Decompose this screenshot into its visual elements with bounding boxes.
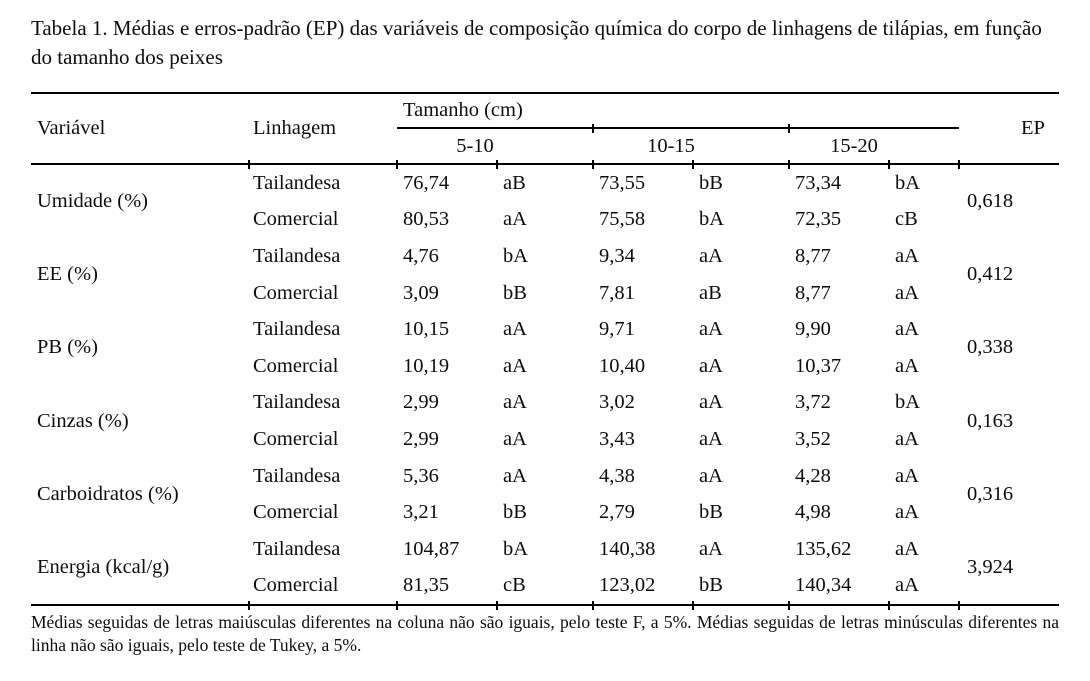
letter-cell: aA — [895, 281, 919, 304]
letter-cell: bA — [503, 244, 529, 267]
letter-cell: aA — [895, 244, 919, 267]
letter-cell: aA — [503, 318, 527, 341]
value-cell: 10,19 — [403, 354, 450, 377]
variable-cell: PB (%) — [37, 336, 98, 359]
value-cell: 73,34 — [789, 164, 889, 202]
letter-cell: aA — [699, 427, 723, 450]
letter-cell: bB — [503, 281, 527, 304]
value-cell: 140,34 — [789, 568, 889, 606]
col-header-ep: EP — [1021, 117, 1045, 139]
value-cell: 3,72 — [795, 391, 831, 414]
header-row-1 — [31, 93, 1059, 128]
value-cell: 9,90 — [795, 318, 831, 341]
value-cell: 104,87 — [403, 537, 460, 560]
value-cell: 10,15 — [403, 318, 450, 341]
value-cell: 81,35 — [397, 568, 497, 606]
letter-cell: aA — [699, 391, 723, 414]
data-table — [31, 92, 1059, 606]
letter-cell: aA — [699, 464, 723, 487]
linhagem-cell: Tailandesa — [253, 464, 341, 487]
value-cell: 4,76 — [403, 244, 439, 267]
letter-cell: aA — [895, 318, 919, 341]
linhagem-cell: Comercial — [253, 501, 339, 524]
value-cell: 3,43 — [599, 427, 635, 450]
value-cell: 10,37 — [795, 354, 842, 377]
linhagem-cell: Tailandesa — [253, 537, 341, 560]
value-cell: 3,02 — [599, 391, 635, 414]
col-header-linhagem: Linhagem — [253, 117, 337, 139]
letter-cell: bA — [503, 537, 529, 560]
table-row — [31, 458, 1059, 495]
letter-cell: bA — [895, 391, 921, 414]
table-row — [31, 385, 1059, 422]
table-caption: Tabela 1. Médias e erros-padrão (EP) das variáveis de composição química do corpo de linhagens de tilápias, em função do tamanho dos peixes — [31, 16, 1042, 69]
ep-cell: 3,924 — [959, 531, 1059, 605]
letter-cell: aA — [889, 568, 959, 606]
value-cell: 123,02 — [593, 568, 693, 606]
linhagem-cell: Tailandesa — [253, 318, 341, 341]
value-cell: 4,28 — [795, 464, 831, 487]
linhagem-cell: Comercial — [253, 354, 339, 377]
linhagem-cell: Comercial — [249, 568, 397, 606]
letter-cell: aA — [699, 537, 723, 560]
variable-cell: EE (%) — [37, 263, 98, 286]
value-cell: 3,21 — [403, 501, 439, 524]
value-cell: 4,98 — [795, 501, 831, 524]
table-footnote: Médias seguidas de letras maiúsculas diferentes na coluna não são iguais, pelo teste F, a 5%. Médias seguidas de letras minúsculas diferentes na linha não são iguais, pelo teste de Tukey, a 5%. — [31, 612, 1059, 656]
value-cell: 5,36 — [403, 464, 439, 487]
col-header-tamanho: Tamanho (cm) — [397, 93, 959, 128]
letter-cell: aA — [895, 354, 919, 377]
value-cell: 3,52 — [795, 427, 831, 450]
table-body — [31, 164, 1059, 605]
letter-cell: aA — [895, 427, 919, 450]
table-row — [31, 531, 1059, 568]
letter-cell: aA — [895, 501, 919, 524]
letter-cell: cB — [895, 208, 918, 231]
variable-cell: Carboidratos (%) — [37, 482, 179, 505]
variable-cell: Energia (kcal/g) — [37, 556, 170, 579]
letter-cell: aA — [895, 537, 919, 560]
value-cell: 8,77 — [795, 244, 831, 267]
letter-cell: bB — [693, 164, 789, 202]
col-header-size-5-10: 5-10 — [456, 134, 494, 157]
letter-cell: aA — [699, 318, 723, 341]
value-cell: 2,99 — [403, 427, 439, 450]
value-cell: 75,58 — [599, 208, 646, 231]
value-cell: 7,81 — [599, 281, 635, 304]
letter-cell: aA — [503, 391, 527, 414]
linhagem-cell: Comercial — [253, 208, 339, 231]
letter-cell: bA — [699, 208, 725, 231]
value-cell: 76,74 — [397, 164, 497, 202]
linhagem-cell: Comercial — [253, 281, 339, 304]
letter-cell: aB — [497, 164, 593, 202]
letter-cell: aA — [503, 427, 527, 450]
ep-cell: 0,412 — [967, 263, 1014, 286]
letter-cell: cB — [497, 568, 593, 606]
letter-cell: aA — [503, 208, 527, 231]
table-header — [31, 93, 1059, 164]
value-cell: 2,99 — [403, 391, 439, 414]
table-row — [31, 311, 1059, 348]
linhagem-cell: Tailandesa — [249, 164, 397, 202]
ep-cell: 0,618 — [959, 164, 1059, 238]
value-cell: 135,62 — [795, 537, 852, 560]
value-cell: 3,09 — [403, 281, 439, 304]
ep-cell: 0,163 — [967, 409, 1014, 432]
ep-cell: 0,338 — [967, 336, 1014, 359]
value-cell: 9,34 — [599, 244, 635, 267]
value-cell: 80,53 — [403, 208, 450, 231]
letter-cell: bB — [503, 501, 527, 524]
letter-cell: bB — [693, 568, 789, 606]
letter-cell: aA — [699, 354, 723, 377]
letter-cell: aA — [503, 354, 527, 377]
letter-cell: aB — [699, 281, 722, 304]
value-cell: 2,79 — [599, 501, 635, 524]
linhagem-cell: Comercial — [253, 427, 339, 450]
value-cell: 10,40 — [599, 354, 646, 377]
letter-cell: aA — [699, 244, 723, 267]
table-row — [31, 164, 1059, 202]
letter-cell: aA — [503, 464, 527, 487]
variable-cell: Cinzas (%) — [37, 409, 129, 432]
col-header-size-10-15: 10-15 — [593, 128, 789, 164]
table-row — [31, 238, 1059, 275]
linhagem-cell: Tailandesa — [253, 391, 341, 414]
col-header-size-15-20: 15-20 — [789, 128, 959, 164]
variable-cell: Umidade (%) — [37, 190, 148, 213]
letter-cell: bA — [889, 164, 959, 202]
value-cell: 73,55 — [593, 164, 693, 202]
value-cell: 8,77 — [795, 281, 831, 304]
letter-cell: aA — [895, 464, 919, 487]
value-cell: 9,71 — [599, 318, 635, 341]
value-cell: 72,35 — [795, 208, 842, 231]
linhagem-cell: Tailandesa — [253, 244, 341, 267]
value-cell: 4,38 — [599, 464, 635, 487]
value-cell: 140,38 — [599, 537, 656, 560]
col-header-variavel: Variável — [37, 117, 106, 139]
ep-cell: 0,316 — [967, 482, 1014, 505]
letter-cell: bB — [699, 501, 723, 524]
